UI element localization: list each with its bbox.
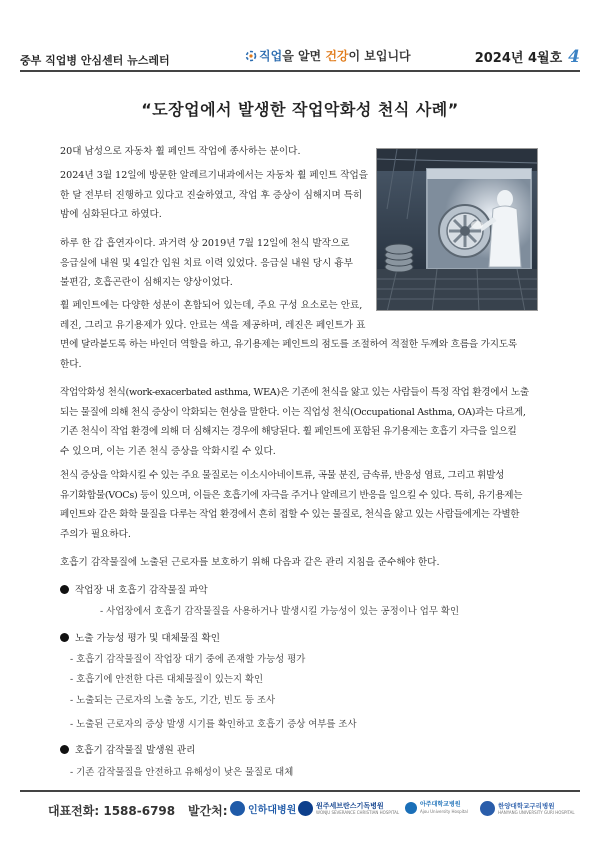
wonju-logo-icon bbox=[298, 801, 313, 816]
issue-date: 2024년 4월호 bbox=[474, 51, 563, 66]
guideline-item: - 호흡기 감작물질이 작업장 대기 중에 존재할 가능성 평가 bbox=[70, 654, 306, 665]
guideline-heading-3: 호흡기 감작물질 발생원 관리 bbox=[60, 742, 195, 756]
guideline-item: - 기존 감작물질을 안전하고 유해성이 낮은 물질로 대체 bbox=[70, 767, 294, 778]
guideline-item: - 노출된 근로자의 증상 발생 시기를 확인하고 호흡기 증상 여부를 조사 bbox=[70, 719, 357, 730]
bullet-icon bbox=[60, 745, 69, 754]
guideline-heading-2: 노출 가능성 평가 및 대체물질 확인 bbox=[60, 630, 220, 644]
paragraph-5: 작업악화성 천식(work-exacerbated asthma, WEA)은 기존에 천식을 앓고 있는 사람들이 특정 작업 환경에서 노출 되는 물질에 의해 천식 증상이 악화되는 현상을 말한다. 이는 직업성 천식(Occupational Asthma, OA)과는 다르게, 기존 천식이 작업 환경에 의해 더 심해지는 경우에 해당된다. 휠 페인트에 포함된 유기용제는 호흡기 자극을 일으킬 수 있으며, 이는 기존 천식 증상을 악화시킬 수 있다. bbox=[60, 387, 529, 457]
hospital-logo-ajou: 아주대학교병원 Ajou University Hospital bbox=[405, 801, 468, 814]
hospital-logo-inha: 인하대병원 bbox=[230, 801, 296, 816]
paragraph-7: 호흡기 감작물질에 노출된 근로자를 보호하기 위해 다음과 같은 관리 지침을 준수해야 한다. bbox=[60, 557, 440, 568]
guideline-item: - 사업장에서 호흡기 감작물질을 사용하거나 발생시킬 가능성이 있는 공정이나 업무 확인 bbox=[100, 606, 459, 617]
swirl-logo-icon bbox=[245, 49, 257, 63]
issue-info bbox=[475, 47, 580, 67]
bullet-icon bbox=[60, 633, 69, 642]
paragraph-3: 하루 한 갑 흡연자이다. 과거력 상 2019년 7월 12일에 천식 발작으로 응급실에 내원 및 4일간 입원 치료 이력 있었다. 응급실 내원 당시 흉부 불편감, 호흡곤란이 심해지는 양상이었다. bbox=[60, 238, 353, 288]
page-number: 4 bbox=[568, 47, 580, 67]
newsletter-name: 중부 직업병 안심센터 뉴스레터 bbox=[20, 54, 170, 67]
bullet-icon bbox=[60, 585, 69, 594]
hospital-logo-hanyang: 한양대학교구리병원 HANYANG UNIVERSITY GURI HOSPITAL bbox=[480, 801, 575, 816]
inha-logo-icon bbox=[230, 801, 245, 816]
paragraph-6: 천식 증상을 악화시킬 수 있는 주요 물질로는 이소시아네이트류, 곡물 분진, 금속류, 반응성 염료, 그리고 휘발성 유기화합물(VOCs) 등이 있으며, 이들은 호흡기에 자극을 주거나 알레르기 반응을 일으킬 수 있다. 특히, 유기용제는 페인트와 같은 화학 물질을 다루는 작업 환경에서 흔히 접할 수 있는 물질로, 천식을 앓고 있는 사람들에게는 각별한 주의가 필요하다. bbox=[60, 470, 523, 540]
guideline-heading-1: 작업장 내 호흡기 감작물질 파악 bbox=[60, 582, 208, 596]
guideline-item: - 노출되는 근로자의 노출 농도, 기간, 빈도 등 조사 bbox=[70, 695, 276, 706]
paragraph-1: 20대 남성으로 자동차 휠 페인트 작업에 종사하는 분이다. bbox=[60, 146, 301, 157]
hanyang-logo-icon bbox=[480, 801, 495, 816]
guideline-item: - 호흡기에 안전한 다른 대체물질이 있는지 확인 bbox=[70, 674, 264, 685]
ajou-logo-icon bbox=[405, 802, 417, 814]
hospital-logo-wonju: 원주세브란스기독병원 WONJU SEVERANCE CHRISTIAN HOSPITAL bbox=[298, 801, 399, 816]
article-title: “도장업에서 발생한 작업악화성 천식 사례” bbox=[141, 100, 459, 119]
paragraph-2: 2024년 3월 12일에 방문한 알레르기내과에서는 자동차 휠 페인트 작업을 한 달 전부터 진행하고 있다고 진술하였고, 작업 후 증상이 심해지며 특히 밤에 심화된다고 하였다. bbox=[60, 170, 369, 220]
phone-number: 대표전화: 1588-6798 bbox=[48, 804, 176, 818]
newsletter-footer bbox=[20, 790, 580, 824]
paragraph-4: 휠 페인트에는 다양한 성분이 혼합되어 있는데, 주요 구성 요소로는 안료, 레진, 그리고 유기용제가 있다. 안료는 색을 제공하며, 레진은 페인트가 표 면에 달라붙도록 하는 바인더 역할을 하고, 유기용제는 페인트의 점도를 조절하여 적절한 두께와 흐름을 가지도록 한다. bbox=[60, 300, 518, 370]
spray-painting-booth-image bbox=[376, 148, 538, 311]
newsletter-header bbox=[20, 44, 580, 72]
slogan: 직업을 알면 건강이 보입니다 bbox=[245, 47, 411, 64]
publisher-label: 발간처: bbox=[188, 804, 228, 818]
